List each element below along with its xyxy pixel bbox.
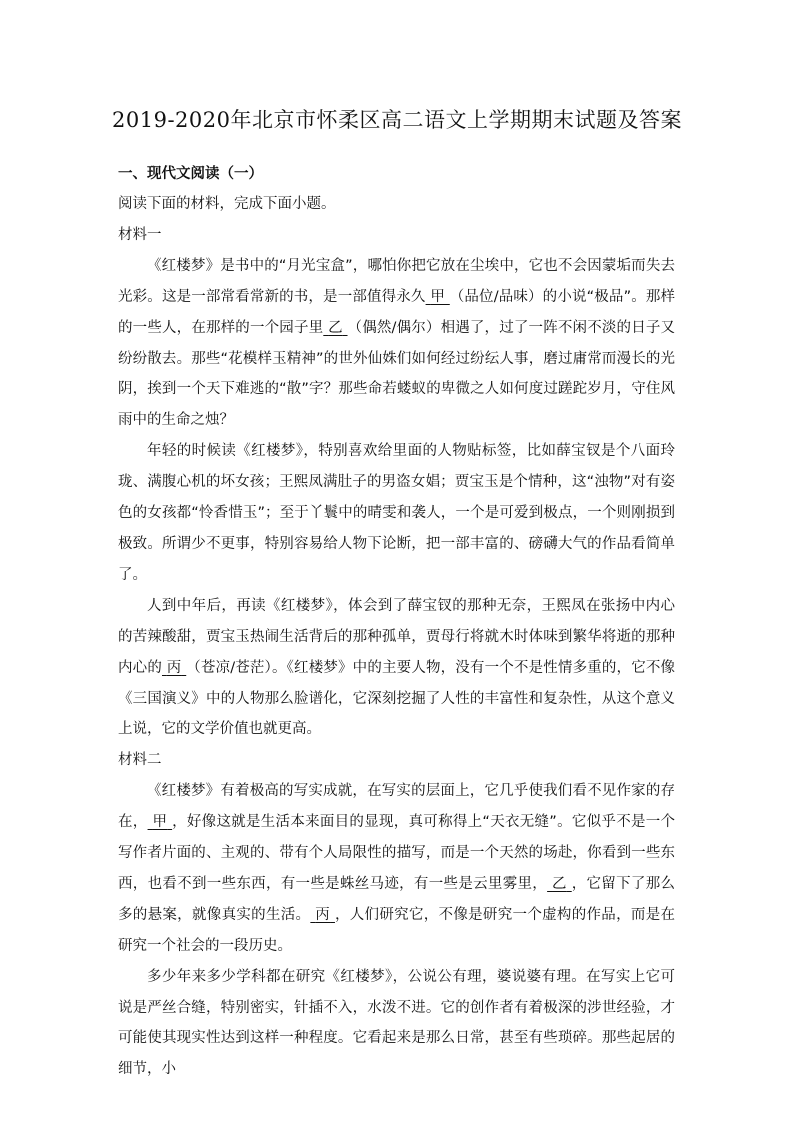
paragraph-4 bbox=[118, 776, 675, 961]
text-segment: （品位/品味）的小说“极品”。那样的一些人，在那样的一个园子里 bbox=[118, 288, 676, 336]
material-label-1: 材料一 bbox=[118, 226, 162, 243]
paragraph-5: 多少年来多少学科都在研究《红楼梦》，公说公有理，婆说婆有理。在写实上它可说是严丝合缝，特别密实，针插不入，水泼不进。它的创作者有着极深的涉世经验，才可能使其现实性达到这样一种程度。它看起来是那么日常，甚至有些琐碎。那些起居的细节，小 bbox=[118, 968, 675, 1078]
text-segment: 《红楼梦》有着极高的写实成就，在写实的层面上，它几乎使我们看不见作家的存在， bbox=[118, 783, 675, 831]
text-segment: （偶然/偶尔）相遇了，过了一阵不闲不淡的日子又纷纷散去。那些“花模样玉精神”的世外仙姝们如何经过纷纭人事，磨过庸常而漫长的光阴，挨到一个天下难逃的“散”字？那些命若蝼蚁的卑微之人如何度过蹉跎岁月，守住风雨中的生命之烛？ bbox=[118, 319, 676, 429]
paragraph-1 bbox=[118, 251, 675, 436]
page-title: 2019-2020年北京市怀柔区高二语文上学期期末试题及答案 bbox=[112, 108, 682, 132]
blank-bing-2: 丙 bbox=[315, 906, 331, 923]
blank-jia-2: 甲 bbox=[152, 814, 168, 831]
section-heading: 一、现代文阅读（一） bbox=[118, 166, 263, 182]
document-body bbox=[118, 189, 675, 1085]
blank-jia: 甲 bbox=[430, 288, 445, 305]
blank-bing: 丙 bbox=[166, 659, 182, 676]
instruction-text: 阅读下面的材料，完成下面小题。 bbox=[118, 196, 336, 212]
text-segment: ，人们研究它，不像是研究一个虚构的作品，而是在研究一个社会的一段历史。 bbox=[118, 906, 675, 954]
text-segment: 人到中年后，再读《红楼梦》，体会到了薛宝钗的那种无奈，王熙凤在张扬中内心的苦辣酸甜，贾宝玉热闹生活背后的那种孤单，贾母行将就木时体味到繁华将逝的那种内心的 bbox=[118, 597, 675, 676]
blank-yi-2: 乙 bbox=[552, 875, 567, 892]
paragraph-2: 年轻的时候读《红楼梦》，特别喜欢给里面的人物贴标签，比如薛宝钗是个八面玲珑、满腹心机的坏女孩；王熙凤满肚子的男盗女娼；贾宝玉是个情种，这“浊物”对有姿色的女孩都“怜香惜玉”；至于丫鬟中的晴雯和袭人，一个是可爱到极点，一个则刚损到极致。所谓少不更事，特别容易给人物下论断，把一部丰富的、磅礴大气的作品看简单了。 bbox=[118, 443, 675, 583]
material-label-2: 材料二 bbox=[118, 752, 162, 769]
text-segment: ，好像这就是生活本来面目的显现，真可称得上“天衣无缝”。它似乎不是一个写作者片面的、主观的、带有个人局限性的描写，而是一个天然的场赴，你看到一些东西，也看不到一些东西，有一些是蛛丝马迹，有一些是云里雾里， bbox=[118, 814, 676, 892]
text-segment: （苍凉/苍茫）。《红楼梦》中的主要人物，没有一个不是性情多重的，它不像《三国演义》中的人物那么脸谱化，它深刻挖掘了人性的丰富性和复杂性，从这个意义上说，它的文学价值也就更高。 bbox=[118, 659, 676, 738]
blank-yi: 乙 bbox=[328, 319, 343, 336]
text-segment: ，它留下了那么多的悬案，就像真实的生活。 bbox=[118, 875, 675, 923]
text-segment: 《红楼梦》是书中的“月光宝盒”，哪怕你把它放在尘埃中，它也不会因蒙垢而失去光彩。这是一部常看常新的书，是一部值得永久 bbox=[118, 257, 675, 305]
paragraph-3 bbox=[118, 591, 675, 746]
